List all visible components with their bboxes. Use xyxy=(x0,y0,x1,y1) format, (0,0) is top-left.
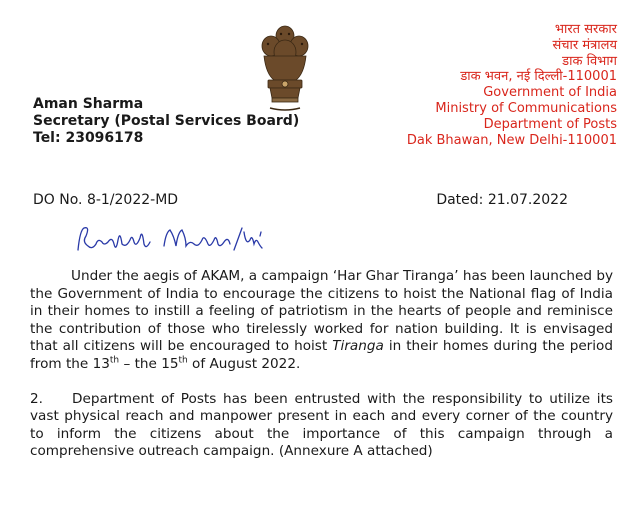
do-number: DO No. 8-1/2022-MD xyxy=(33,192,179,208)
handwritten-salutation xyxy=(74,222,264,256)
sender-name: Aman Sharma xyxy=(33,96,144,112)
letter-body xyxy=(30,268,613,478)
para1-sup-2: th xyxy=(178,355,188,366)
office-hindi-line-4: डाक भवन, नई दिल्ली-110001 xyxy=(460,69,617,85)
office-english-line-1: Government of India xyxy=(483,85,617,101)
paragraph-1 xyxy=(30,268,613,374)
para1-text-4: of August 2022. xyxy=(187,355,301,372)
sender-designation: Secretary (Postal Services Board) xyxy=(33,113,300,129)
reference-line xyxy=(33,192,568,208)
para1-text-1: Under the aegis of AKAM, a campaign ‘Har Ghar Tiranga’ has been launched by the Government of India to encourage the citizens to hoist the National flag of India in their homes to instill a feeling of patriotism in the hearts of people and reminisce the contribution of those who tirelessly worked for nation building. It is envisaged that all citizens will be encouraged to hoist xyxy=(30,268,613,355)
office-hindi-line-2: संचार मंत्रालय xyxy=(552,37,617,53)
office-address xyxy=(407,22,617,148)
office-english-line-4: Dak Bhawan, New Delhi-110001 xyxy=(406,132,617,148)
office-hindi-line-3: डाक विभाग xyxy=(562,53,617,69)
para1-italic: Tiranga xyxy=(332,338,384,355)
paragraph-2 xyxy=(30,391,613,461)
para1-text-2: in their homes during the period from the 13 xyxy=(30,338,613,372)
para2-text: Department of Posts has been entrusted with the responsibility to utilize its vast physical reach and manpower present in each and every corner of the country to inform the citizens about the importance of this campaign through a comprehensive outreach campaign. (Annexure A attached) xyxy=(30,390,613,460)
sender-tel: Tel: 23096178 xyxy=(33,130,144,146)
letter-date: Dated: 21.07.2022 xyxy=(436,192,568,208)
para2-number: 2. xyxy=(30,390,43,407)
sender-block xyxy=(33,96,299,147)
office-hindi-line-1: भारत सरकार xyxy=(554,22,617,37)
para1-sup-1: th xyxy=(109,355,120,366)
office-english-line-3: Department of Posts xyxy=(483,116,617,132)
office-english-line-2: Ministry of Communications xyxy=(435,100,617,116)
para1-text-3: – the 15 xyxy=(119,355,179,372)
